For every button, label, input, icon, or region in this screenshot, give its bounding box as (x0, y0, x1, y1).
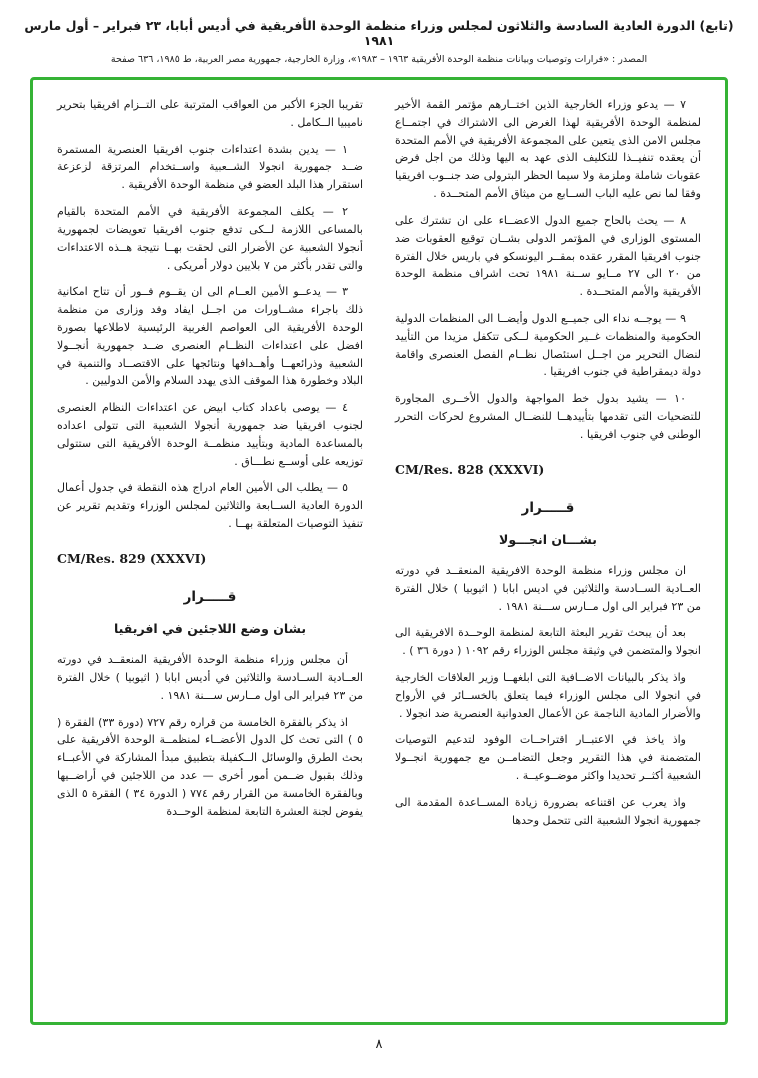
resolution-ref-828: CM/Res. 828 (XXXVI) (395, 461, 545, 477)
document-header (0, 0, 758, 65)
preamble-paragraph-statements: واذ يذكر بالبيانات الاضــافية التى ابلغهــا وزير العلاقات الخارجية في انجولا الى مجلس الوزراء فيما يتعلق بالخســائر في الأرواح والأضرار المادية الناجمة عن الأعمال العدوانية العنصرية ضد انجولا . (395, 671, 701, 720)
resolution-ref-829: CM/Res. 829 (XXXVI) (57, 550, 207, 566)
preamble-paragraph-session: ان مجلس وزراء منظمة الوحدة الافريقية المنعقــد في دورته العــادية الســادسة والثلاثين في اديس ابابا ( اثيوبيا ) خلال الفترة من ٢٣ فبراير الى اول مــارس ســـنة ١٩٨١ . (395, 563, 701, 613)
resolution-subject-refugees: بشان وضع اللاجئين في افريقيا (113, 620, 307, 636)
operative-paragraph-3: ٣ — يدعــو الأمين العــام الى ان يقــوم فــور أن تتاح امكانية ذلك باجراء مشــاورات من اجــل ايفاد وفد وزارى من منظمة الوحدة الأفريقية الى العواصم الغربية الرئيسية لاطلاعها بصورة افضل على اعتداءات النظــام العنصرى ضــد جمهورية أنجــولا الشعبية وذرائعهــا وأهــدافها ونتائجها على الاقتصــاد والتنمية في البلاد وخطورة هذا الموقف الذى يهدد السلام والأمن الدوليين . (57, 285, 363, 388)
column-right (395, 96, 701, 1006)
operative-paragraph-1: ١ — يدين بشدة اعتداءات جنوب افريقيا العنصرية المستمرة ضــد جمهورية انجولا الشــعبية واســتخدام المرتزقة لزعزعة استقرار هذا البلد العضو في منظمة الوحدة الأفريقية . (57, 142, 363, 192)
resolution-title-829: قـــــرار (183, 589, 237, 606)
preamble-paragraph-session-829: أن مجلس وزراء منظمة الوحدة الأفريقية المنعقــد في دورته العــادية الســادسة والثلاثين في أديس ابابا ( اثيوبيا ) خلال الفترة من ٢٣ فبراير الى اول مــارس ســـنة ١٩٨١ . (57, 653, 363, 702)
preamble-paragraph-report: بعد أن يبحث تقرير البعثة التابعة لمنظمة الوحــدة الافريقية الى انجولا والمتضمن في وثيقة مجلس الوزراء رقم ١٠٩٢ ( دورة ٣٦ ) . (395, 626, 701, 658)
operative-paragraph-9: ٩ — يوجــه نداء الى جميــع الدول وأيضــا الى المنظمات الدولية الحكومية والمنظمات غــير الحكومية لــكى تتكفل مزيدا من التأييد لنضال التحرير من اجــل استئصال نظــام الفصل العنصرى واقامة دولة ديمقراطية في جنوب افريقيا . (395, 311, 701, 379)
operative-paragraph-5: ٥ — يطلب الى الأمين العام ادراج هذه النقطة في جدول أعمال الدورة العادية الســابعة والثلاثين لمجلس الوزراء وتقديم تقرير عن تنفيذ التوصيات المتعلقة بهــا . (57, 481, 363, 531)
continuation-paragraph: تقريبا الجزء الأكبر من العواقب المترتبة على التــزام افريقيا بتحرير ناميبيا الــكامل . (57, 98, 363, 129)
operative-paragraph-8: ٨ — يحث بالحاح جميع الدول الاعضــاء على ان تشترك على المستوى الوزارى في المؤتمر الدولى بشــان توقيع العقوبات ضد جنوب افريقيا المقرر عقده بمقــر اليونسكو في باريس خلال الفترة من ٢٠ الى ٢٧ مــايو ســنة ١٩٨١ تحت اشراف منظمة الوحدة الأفريقية والأمم المتحــدة . (395, 213, 701, 299)
header-source-line: المصدر : «قرارات وتوصيات وبيانات منظمة الوحدة الأفريقية ١٩٦٣ – ١٩٨٣»، وزارة الخارجية، جمهورية مصر العربية، ط ١٩٨٥، ٦٣٦ صفحة (110, 54, 648, 65)
page-footer (0, 1037, 758, 1052)
preamble-paragraph-recall: اذ يذكر بالفقرة الخامسة من قراره رقم ٧٢٧ (دورة ٣٣) الفقرة ( ٥ ) التى تحث كل الدول الأعضــاء لمنظمــة الوحدة الأفريقية على بحث الطرق والوسائل الــكفيلة بتطبيق مبدأ المشاركة في الأعبــاء وذلك بقبول ضــمن أمور أخرى — عدد من اللاجئين في أراضــيها وبالفقرة الخامسة من القرار رقم ٧٧٤ ( الدورة ٣٤ ) الفقرة ٥ الذى يفوض لجنة العشرة التابعة لمنظمة الوحــدة (57, 715, 363, 818)
operative-paragraph-10: ١٠ — يشيد بدول خط المواجهة والدول الأخــرى المجاورة للتضحيات التى تقدمها بتأييدهــا للنضــال المشروع لحركات التحرر الوطنى في جنوب افريقيا . (395, 392, 701, 441)
document-frame (30, 77, 728, 1025)
preamble-paragraph-proposals: واذ ياخذ في الاعتبــار اقتراحــات الوفود لتدعيم التوصيات المتضمنة في هذا التقرير وجعل التضامــن مع جمهورية انجــولا الشعبية أكثــر تحديدا واكثر موضــوعيــة . (395, 733, 701, 783)
preamble-paragraph-assistance: واذ يعرب عن اقتناعه بضرورة زيادة المســاعدة المقدمة الى جمهورية انجولا الشعبية التى تتحمل وحدها (395, 795, 701, 827)
operative-paragraph-7: ٧ — يدعو وزراء الخارجية الذين اختــارهم مؤتمر القمة الأخير لمنظمة الوحدة الأفريقية لهذا الغرض الى الاشتراك في اجتمــاع مجلس الامن الذى يتعين على المجموعة الأفريقية في الأمم المتحدة أن يعقده تنفيــذا للتكليف الذى عهد به اليها وذلك من اجل فرض عقوبات شاملة وملزمة ولا سيما الحظر البترولى ضد جنــوب افريقيا وفقا لما نص عليه الباب الســابع من ميثاق الأمم المتحــدة . (395, 98, 701, 201)
two-column-text (57, 96, 701, 1006)
operative-paragraph-4: ٤ — يوصى باعداد كتاب ابيض عن اعتداءات النظام العنصرى لجنوب افريقيا ضد جمهورية أنجولا الشعبية التى تتولى اعداده بالمساعدة المادية وبتأييد منظمــة الوحدة الأفريقية التى ستتولى توزيعه على أوســع نطـــاق . (57, 401, 363, 468)
resolution-title-828: قـــــرار (521, 499, 575, 516)
column-left (57, 96, 363, 1006)
operative-paragraph-2: ٢ — يكلف المجموعة الأفريقية في الأمم المتحدة بالقيام بالمساعى اللازمة لــكى تدفع جنوب افريقيا تعويضات لجمهورية أنجولا الشعبية عن الأضرار التى لحقت بهــا نتيجة هــذه الاعتداءات والتى تقدر بأكثر من ٧ بلايين دولار أمريكى . (57, 205, 363, 272)
resolution-subject-angola: بشـــان انجـــولا (499, 531, 597, 547)
page-number: ٨ (375, 1037, 383, 1052)
header-session-title: (تابع) الدورة العادية السادسة والثلاثون لمجلس وزراء منظمة الوحدة الأفريقية في أديس أبابا، ٢٣ فبراير – أول مارس ١٩٨١ (24, 18, 734, 48)
